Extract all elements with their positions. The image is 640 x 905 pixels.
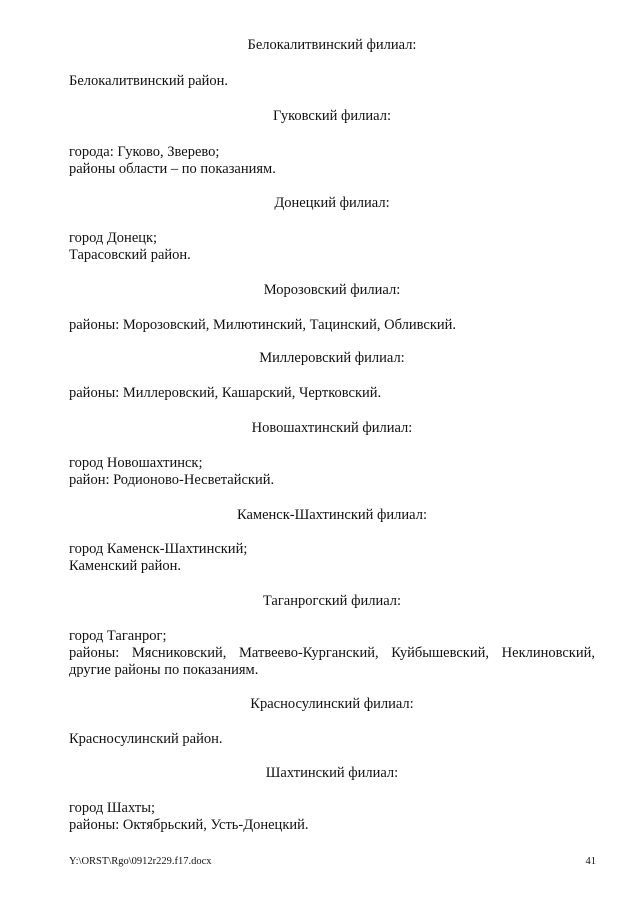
section-heading: Таганрогский филиал: bbox=[262, 593, 402, 609]
section-heading: Морозовский филиал: bbox=[263, 282, 401, 298]
body-line: Белокалитвинский район. bbox=[69, 73, 229, 89]
section-body bbox=[69, 144, 595, 178]
section-body bbox=[69, 317, 595, 334]
body-line: Каменский район. bbox=[69, 558, 181, 574]
body-line: другие районы по показаниям. bbox=[69, 662, 259, 678]
body-line: районы: Морозовский, Милютинский, Тацинский, Обливский. bbox=[69, 317, 457, 333]
section-body bbox=[69, 73, 595, 90]
section-heading: Каменск-Шахтинский филиал: bbox=[236, 507, 427, 523]
section-body bbox=[69, 455, 595, 489]
section-body bbox=[69, 731, 595, 748]
body-line: район: Родионово-Несветайский. bbox=[69, 472, 275, 488]
section-body bbox=[69, 800, 595, 834]
section-heading: Новошахтинский филиал: bbox=[251, 420, 413, 436]
section-body bbox=[69, 385, 595, 402]
body-line: город Каменск-Шахтинский; bbox=[69, 541, 248, 557]
section-body bbox=[69, 628, 595, 679]
footer-file-path: Y:\ORST\Rgo\0912r229.f17.docx bbox=[69, 856, 212, 867]
section-heading: Красносулинский филиал: bbox=[250, 696, 414, 712]
section-heading: Белокалитвинский филиал: bbox=[247, 37, 417, 53]
section-heading: Донецкий филиал: bbox=[274, 195, 390, 211]
body-line: районы: Мясниковский, Матвеево-Курганский, Куйбышевский, Неклиновский, bbox=[69, 645, 595, 661]
body-line: районы: Октябрьский, Усть-Донецкий. bbox=[69, 817, 309, 833]
section-body bbox=[69, 541, 595, 575]
section-body bbox=[69, 230, 595, 264]
body-line: Тарасовский район. bbox=[69, 247, 191, 263]
page-number: 41 bbox=[585, 856, 596, 867]
section-heading: Миллеровский филиал: bbox=[259, 350, 405, 366]
section-heading: Гуковский филиал: bbox=[272, 108, 391, 124]
body-line: Красносулинский район. bbox=[69, 731, 223, 747]
section-heading: Шахтинский филиал: bbox=[265, 765, 399, 781]
body-line: районы: Миллеровский, Кашарский, Чертковский. bbox=[69, 385, 382, 401]
body-line: город Новошахтинск; bbox=[69, 455, 203, 471]
body-line: города: Гуково, Зверево; bbox=[69, 144, 220, 160]
body-line: город Донецк; bbox=[69, 230, 158, 246]
body-line: районы области – по показаниям. bbox=[69, 161, 276, 177]
body-line: город Шахты; bbox=[69, 800, 155, 816]
body-line: город Таганрог; bbox=[69, 628, 167, 644]
